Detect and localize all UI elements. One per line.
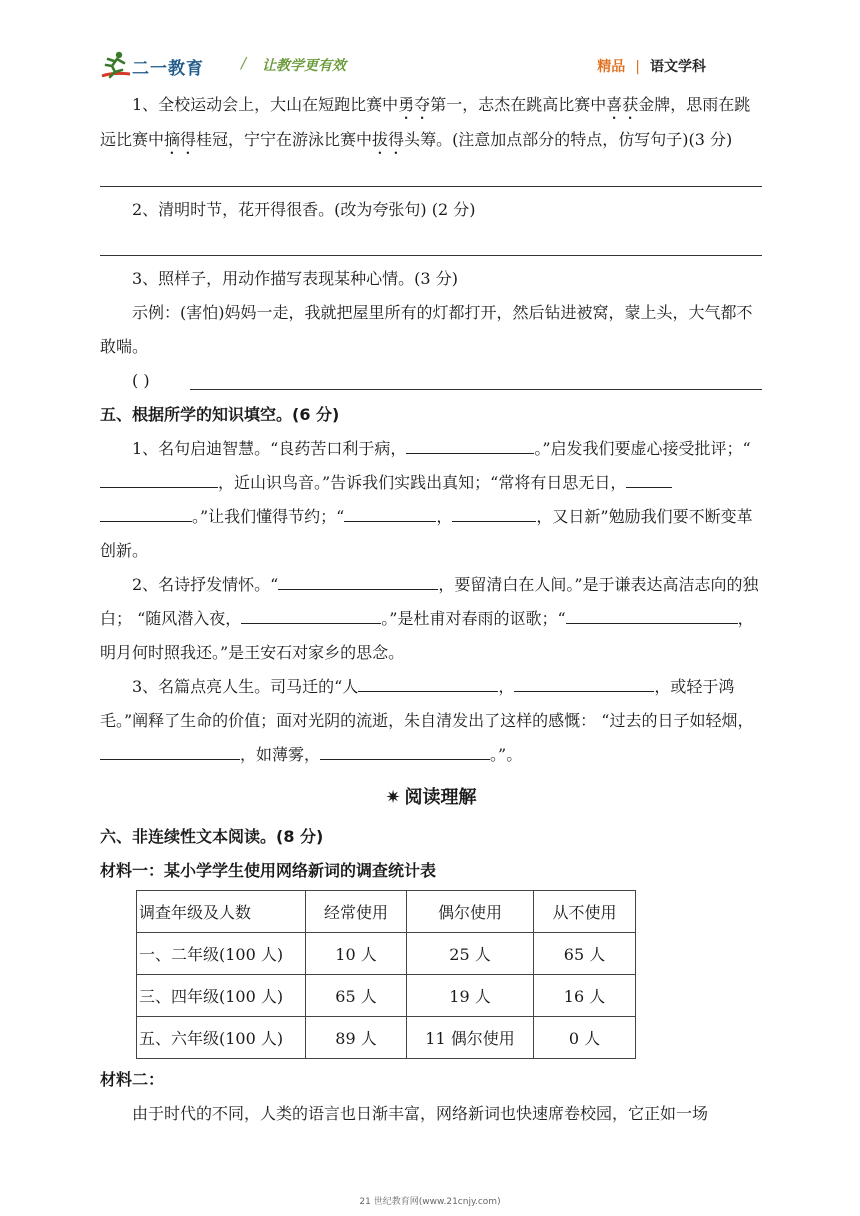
reading-section-title [100, 776, 762, 820]
emphasis-word: 摘得 [164, 130, 197, 149]
table-header-cell: 经常使用 [306, 891, 407, 933]
answer-line[interactable] [190, 389, 762, 390]
blank-field[interactable] [514, 673, 654, 692]
emotion-paren[interactable]: ( ) [132, 371, 150, 390]
blank-field[interactable] [278, 571, 438, 590]
material1-title: 材料一：某小学学生使用网络新词的调查统计表 [100, 861, 437, 880]
logo [100, 50, 220, 80]
q5-item3-text: 3、名篇点亮人生。司马迁的“人 [132, 677, 359, 696]
emphasis-word: 拔得 [372, 130, 405, 149]
q5-item1-text: 。”启发我们要虚心接受批评；“ [534, 439, 751, 458]
q5-item1-text: ， [436, 507, 453, 526]
survey-table [136, 890, 636, 1059]
brand-name: 二一教育 [132, 59, 204, 79]
header-separator: | [635, 59, 640, 75]
q5-item1-text: 1、名句启迪智慧。“良药苦口利于病， [132, 439, 407, 458]
blank-field[interactable] [566, 605, 652, 624]
q5-title: 五、根据所学的知识填空。(6 分) [100, 405, 340, 424]
q4-item1-text: 1、全校运动会上，大山在短跑比赛中 [132, 95, 399, 114]
answer-line[interactable] [100, 158, 762, 187]
header-slogan: 让教学更有效 [262, 58, 346, 74]
table-row [137, 975, 636, 1017]
q4-item1 [100, 88, 762, 158]
table-header-row [137, 891, 636, 933]
table-header-cell: 从不使用 [534, 891, 636, 933]
q5-item3-text: ， [498, 677, 515, 696]
table-cell: 65 人 [534, 933, 636, 975]
q4-item3: 3、照样子，用动作描写表现某种心情。(3 分) [132, 269, 458, 288]
table-cell: 一、二年级(100 人) [137, 933, 306, 975]
blank-field[interactable] [241, 605, 381, 624]
q4-item1-text: 金牌，思雨在跳远比赛中 [100, 95, 751, 149]
q4-item1-text: 第一，志杰在跳高比赛中 [430, 95, 607, 114]
blank-field[interactable] [452, 503, 536, 522]
q4-item2: 2、清明时节，花开得很香。(改为夸张句) (2 分) [132, 200, 476, 219]
table-cell: 0 人 [534, 1017, 636, 1059]
q5-item2-text: ，要留清白在人间。”是于谦表达高洁志向的独白； “随风潜入夜， [100, 575, 759, 628]
table-header-cell: 调查年级及人数 [137, 891, 306, 933]
table-cell: 89 人 [306, 1017, 407, 1059]
table-cell: 10 人 [306, 933, 407, 975]
q4-answer-row [100, 364, 762, 398]
material2-title: 材料二： [100, 1070, 165, 1089]
q5-item2-text: 。”是杜甫对春雨的讴歌；“ [381, 609, 566, 628]
q5-item1-text: ，又日新”勉励我们要不断变革创新。 [100, 507, 753, 560]
table-cell: 五、六年级(100 人) [137, 1017, 306, 1059]
q4-example: 示例：(害怕)妈妈一走，我就把屋里所有的灯都打开，然后钻进被窝，蒙上头，大气都不敢喘。 [100, 303, 753, 356]
table-cell: 三、四年级(100 人) [137, 975, 306, 1017]
table-cell: 65 人 [306, 975, 407, 1017]
main-content [100, 88, 762, 1131]
page-footer: 21 世纪教育网(www.21cnjy.com) [359, 1197, 501, 1207]
table-cell: 11 偶尔使用 [407, 1017, 534, 1059]
q4-item1-text: 桂冠，宁宁在游泳比赛中 [196, 130, 373, 149]
table-header-cell: 偶尔使用 [407, 891, 534, 933]
table-cell: 25 人 [407, 933, 534, 975]
emphasis-word: 勇夺 [398, 95, 431, 114]
blank-field[interactable] [100, 741, 240, 760]
reading-title-text: 阅读理解 [404, 787, 477, 808]
q5-item1-text: 。”让我们懂得节约；“ [192, 507, 345, 526]
runner-logo-icon [100, 50, 132, 80]
blank-field[interactable] [406, 435, 534, 454]
q5-item1 [100, 432, 762, 568]
page-header [100, 48, 762, 84]
blank-field[interactable] [100, 469, 218, 488]
blank-field[interactable] [652, 605, 738, 624]
q5-item1-text: ，近山识鸟音。”告诉我们实践出真知；“常将有日思无日， [218, 473, 627, 492]
header-slash: / [241, 54, 247, 72]
q5-item3-text: ，或轻于鸿毛。”阐释了生命的价值；面对光阴的流逝，朱自清发出了这样的感慨： “过去的日子如轻烟， [100, 677, 754, 730]
blank-field[interactable] [100, 503, 192, 522]
q5-item2-text: 2、名诗抒发情怀。“ [132, 575, 279, 594]
blank-field[interactable] [320, 741, 490, 760]
emphasis-word: 喜获 [606, 95, 639, 114]
q5-item2 [100, 568, 762, 670]
table-row [137, 1017, 636, 1059]
q5-item3-text: 。”。 [490, 745, 523, 764]
table-cell: 16 人 [534, 975, 636, 1017]
q5-item3-text: ，如薄雾， [240, 745, 321, 764]
q6-title: 六、非连续性文本阅读。(8 分) [100, 827, 324, 846]
blank-field[interactable] [358, 673, 498, 692]
subject-label: 语文学科 [650, 59, 706, 75]
table-row [137, 933, 636, 975]
material2-text: 由于时代的不同，人类的语言也日渐丰富，网络新词也快速席卷校园，它正如一场 [132, 1104, 709, 1123]
star-icon: ✷ [385, 787, 401, 808]
table-cell: 19 人 [407, 975, 534, 1017]
q5-item2-text: ，明月何时照我还。”是王安石对家乡的思念。 [100, 609, 754, 662]
blank-field[interactable] [626, 469, 672, 488]
q4-item1-text: 头筹。(注意加点部分的特点，仿写句子)(3 分) [404, 130, 733, 149]
header-right [597, 56, 706, 76]
q5-item3 [100, 670, 762, 772]
blank-field[interactable] [344, 503, 436, 522]
answer-line[interactable] [100, 227, 762, 256]
quality-label: 精品 [597, 59, 626, 75]
